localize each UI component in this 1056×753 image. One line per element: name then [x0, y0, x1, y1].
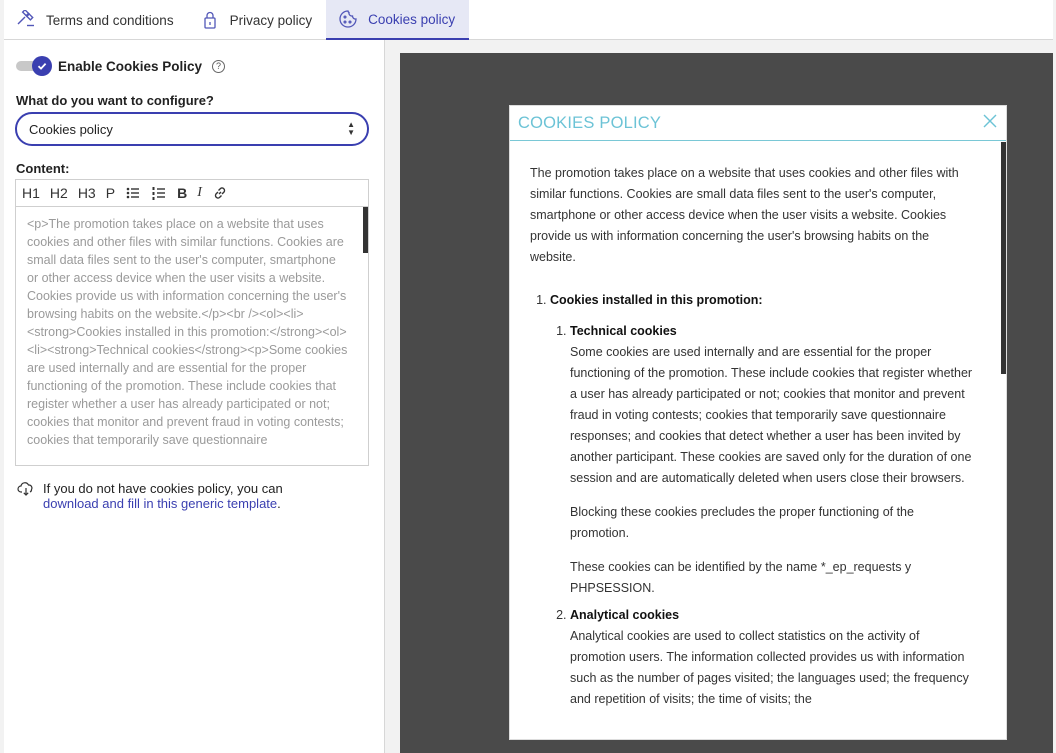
- download-text: If you do not have cookies policy, you can download and fill in this generic template.: [43, 481, 283, 511]
- analytical-paragraph-1: Analytical cookies are used to collect statistics on the activity of promotion users. The information collected provides us with information such as the number of pages visited; the languages used; the frequency and repetition of visits; the time of visits; the: [570, 629, 969, 706]
- technical-paragraph-3: These cookies can be identified by the name *_ep_requests y PHPSESSION.: [570, 560, 912, 595]
- select-value: Cookies policy: [29, 121, 113, 137]
- modal-scrollbar[interactable]: [1001, 142, 1006, 374]
- config-panel: [4, 40, 385, 753]
- tab-label: Privacy policy: [229, 12, 313, 28]
- lock-icon: [200, 10, 220, 30]
- tab-cookies-policy[interactable]: [326, 0, 469, 40]
- bold-button[interactable]: B: [177, 185, 188, 201]
- modal-title: COOKIES POLICY: [518, 113, 662, 132]
- cookie-icon: [338, 9, 358, 29]
- cookie-types-list: [550, 321, 976, 710]
- gavel-icon: [16, 10, 36, 30]
- modal-header: [510, 106, 1006, 141]
- content-editor: [15, 179, 369, 466]
- technical-paragraph-1: Some cookies are used internally and are essential for the proper functioning of the promotion. These include cookies that register whether a user has already participated or not; cookies that monitor and prevent fraud in voting contests; cookies that temporarily save questionnaire responses; and cookies that detect whether a user has been invited by another participant. These cookies are saved only for the duration of one session and are automatically deleted when users close their browsers.: [570, 345, 973, 485]
- tab-label: Cookies policy: [368, 11, 456, 27]
- italic-button[interactable]: I: [197, 185, 202, 200]
- editor-textarea[interactable]: <p>The promotion takes place on a website that uses cookies and other files with similar functions. Cookies are small data files sent to the user's computer, smartphone or other access device when the user visits a website. Cookies provide us with information concerning the user's browsing habits on the website.</p><br /><ol><li><strong>Cookies installed in this promotion:</strong><ol><li><strong>Technical cookies</strong><p>Some cookies are used internally and are essential for the proper functioning of the promotion. These include cookies that register whether a user has already participated or not; cookies that monitor and prevent fraud in voting contests; cookies that temporarily save questionnaire: [27, 217, 348, 447]
- download-template-link[interactable]: download and fill in this generic template: [43, 496, 278, 511]
- cookies-policy-modal: [509, 105, 1007, 740]
- close-icon[interactable]: [982, 113, 998, 133]
- section-heading: 1. Cookies installed in this promotion:: [550, 293, 763, 307]
- tab-terms-and-conditions[interactable]: [4, 0, 188, 40]
- modal-body: [510, 142, 1000, 739]
- configure-label: What do you want to configure?: [16, 93, 214, 108]
- technical-paragraph-2: Blocking these cookies precludes the proper functioning of the promotion.: [570, 505, 914, 540]
- ordered-list-icon[interactable]: [149, 183, 169, 203]
- select-caret-icon: ▲ ▼: [347, 120, 355, 137]
- unordered-list-icon[interactable]: [123, 183, 143, 203]
- h1-button[interactable]: H1: [22, 185, 40, 201]
- technical-cookies-heading: 1. Technical cookies: [570, 324, 677, 338]
- h3-button[interactable]: H3: [77, 185, 96, 201]
- analytical-cookies-heading: 2. Analytical cookies: [570, 608, 680, 622]
- preview-area: [400, 53, 1053, 753]
- link-icon[interactable]: [210, 183, 230, 203]
- enable-cookies-row: [16, 56, 225, 76]
- list-item: [570, 605, 976, 710]
- editor-scrollbar[interactable]: [363, 207, 368, 253]
- intro-paragraph: The promotion takes place on a website that uses cookies and other files with similar functions. Cookies are small data files sent to the user's computer, smartphone or other access device when the user visits a website. Cookies provide us with information concerning the user's browsing habits on the website.: [530, 166, 959, 264]
- configure-select[interactable]: [15, 112, 369, 146]
- editor-toolbar: [16, 180, 368, 207]
- content-label: Content:: [16, 161, 70, 176]
- tab-privacy-policy[interactable]: [188, 0, 327, 40]
- question-circle-icon[interactable]: ?: [212, 60, 225, 73]
- cloud-download-icon: [17, 481, 35, 511]
- download-template-row: [17, 481, 283, 511]
- check-icon: [32, 56, 52, 76]
- tab-label: Terms and conditions: [46, 12, 174, 28]
- enable-cookies-toggle[interactable]: [16, 56, 52, 76]
- paragraph-button[interactable]: P: [105, 185, 116, 201]
- cookies-list: [530, 290, 976, 710]
- tab-bar: [4, 0, 1053, 40]
- h2-button[interactable]: H2: [49, 185, 68, 201]
- list-item: [570, 321, 976, 599]
- enable-cookies-label: Enable Cookies Policy: [58, 58, 203, 74]
